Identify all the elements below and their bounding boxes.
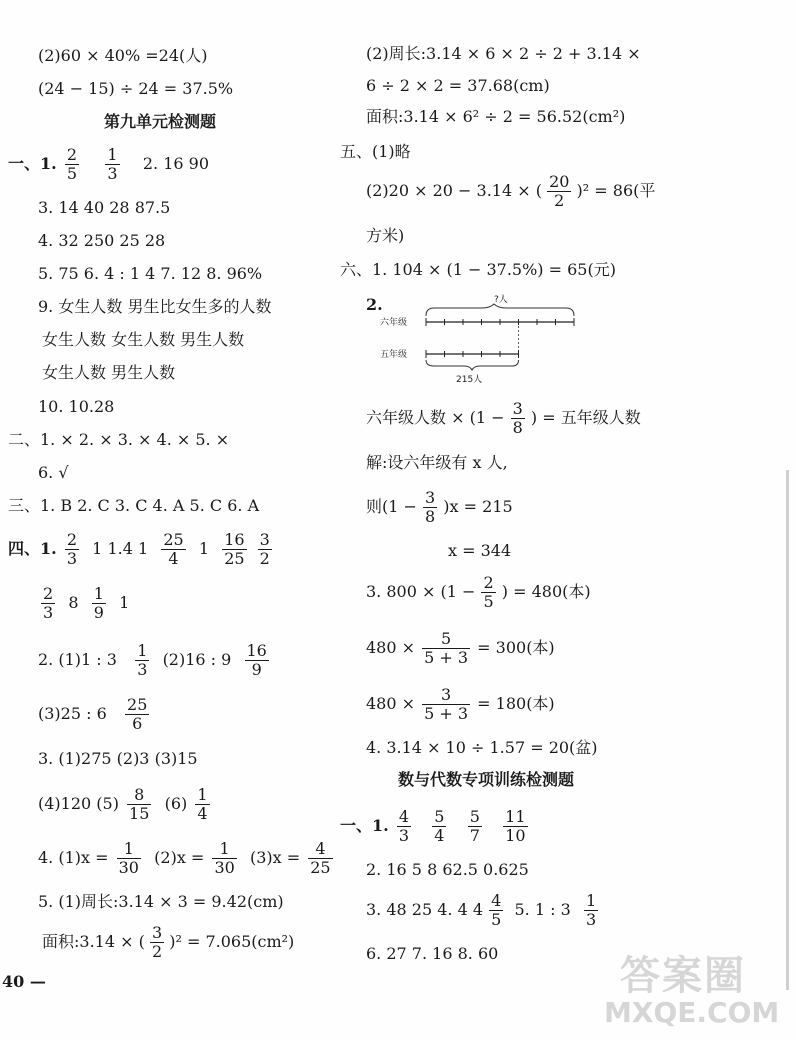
- answer-text: )x = 215: [443, 497, 513, 516]
- fraction: $\frac{1}{4}$: [197, 785, 208, 823]
- row2-label: 五年级: [380, 350, 408, 360]
- section-title: 数与代数专项训练检测题: [398, 770, 575, 789]
- fraction: $\frac{4}{3}$: [398, 807, 409, 845]
- answer-line: 6. √: [38, 463, 69, 482]
- answer-text: 5. 1 : 3: [514, 900, 571, 919]
- fraction: $\frac{2}{5}$: [483, 573, 494, 611]
- answer-line: 解:设六年级有 x 人,: [366, 453, 508, 472]
- answer-text: 3. 800 × (1 −: [366, 582, 476, 601]
- fraction: $\frac{1}{3}$: [585, 891, 597, 929]
- answer-line: 方米): [366, 226, 405, 245]
- answer-line: [366, 890, 601, 930]
- fraction: $\frac{20}{2}$: [549, 172, 570, 210]
- answer-line: 三、1. B 2. C 3. C 4. A 5. C 6. A: [8, 496, 260, 515]
- fraction: $\frac{1}{9}$: [93, 584, 104, 622]
- answer-line: 女生人数 女生人数 男生人数: [42, 330, 245, 349]
- answer-line: [366, 487, 513, 527]
- answer-text: (6): [164, 794, 188, 813]
- answer-line: [38, 838, 336, 878]
- row1-label: 六年级: [380, 318, 408, 328]
- answer-text: 4. (1)x =: [38, 848, 109, 867]
- fraction: $\frac{3}{2}$: [259, 530, 270, 568]
- fraction: $\frac{2}{3}$: [43, 584, 54, 622]
- fraction: $\frac{3}{2}$: [151, 923, 163, 961]
- answer-line: 2. 16 5 8 62.5 0.625: [366, 860, 529, 879]
- answer-line-q1: [8, 144, 209, 184]
- answer-text: 1 1.4 1: [92, 539, 149, 558]
- answer-line: 9. 女生人数 男生比女生多的人数: [38, 297, 272, 316]
- answer-line: [42, 922, 294, 962]
- fraction: $\frac{2}{3}$: [66, 530, 77, 568]
- fraction: $\frac{3}{8}$: [512, 399, 523, 437]
- answer-line: [340, 806, 531, 846]
- fraction: $\frac{5}{4}$: [434, 807, 445, 845]
- diagram-bottom-label: 215人: [456, 375, 483, 385]
- answer-line: [38, 583, 129, 623]
- section-title: 第九单元检测题: [104, 112, 217, 131]
- answer-line: 二、1. × 2. × 3. × 4. × 5. ×: [8, 430, 230, 449]
- answer-line: [38, 694, 152, 734]
- answer-text: 面积:3.14 × (: [42, 932, 145, 951]
- answer-text: (2)16 : 9: [162, 650, 232, 669]
- question-number: 四、1.: [8, 539, 57, 558]
- answer-text: 8: [68, 593, 79, 612]
- diagram-top-label: ?人: [494, 295, 508, 305]
- answer-text: = 300(本): [477, 638, 555, 657]
- answer-text: 1: [119, 593, 130, 612]
- fraction: $\frac{3}{8}$: [425, 488, 436, 526]
- answer-line: (2)周长:3.14 × 6 × 2 ÷ 2 + 3.14 ×: [366, 44, 641, 63]
- fraction: $\frac{11}{10}$: [505, 807, 526, 845]
- answer-text: 480 ×: [366, 638, 416, 657]
- answer-line: 4. 3.14 × 10 ÷ 1.57 = 20(盆): [366, 738, 598, 757]
- answer-text: 六年级人数 × (1 −: [366, 408, 505, 427]
- answer-line: [366, 628, 555, 668]
- fraction: $\frac{3}{5 + 3}$: [424, 685, 469, 723]
- answer-line: [366, 398, 641, 438]
- watermark-logo: 答案圈: [620, 953, 746, 999]
- answer-line: (24 − 15) ÷ 24 = 37.5%: [38, 79, 234, 98]
- answer-line: 6 ÷ 2 × 2 = 37.68(cm): [366, 76, 550, 95]
- answer-line: 3. (1)275 (2)3 (3)15: [38, 749, 198, 768]
- fraction: $\frac{1}{30}$: [214, 839, 235, 877]
- fraction: $\frac{16}{9}$: [246, 641, 267, 679]
- answer-line: x = 344: [448, 541, 512, 560]
- answer-text: 480 ×: [366, 694, 416, 713]
- answer-text: = 180(本): [477, 694, 555, 713]
- answer-text: 则(1 −: [366, 497, 417, 516]
- answer-text: (4)120 (5): [38, 794, 119, 813]
- brace-bottom: [426, 360, 519, 370]
- answer-line: 面积:3.14 × 6² ÷ 2 = 56.52(cm²): [366, 107, 626, 126]
- fraction: $\frac{1}{30}$: [118, 839, 139, 877]
- answer-text: 2. (1)1 : 3: [38, 650, 117, 669]
- fraction: $\frac{1}{3}$: [137, 641, 148, 679]
- question-number: 一、1.: [340, 816, 389, 835]
- answer-line: [366, 684, 555, 724]
- answer-line: 六、1. 104 × (1 − 37.5%) = 65(元): [340, 260, 616, 279]
- fraction: $\frac{2}{5}$: [66, 145, 77, 183]
- brace-top: [426, 304, 574, 316]
- page-number: 40 —: [2, 972, 46, 991]
- answer-line: 4. 32 250 25 28: [38, 231, 166, 250]
- answer-text: (2)20 × 20 − 3.14 × (: [366, 181, 542, 200]
- fraction: $\frac{4}{25}$: [310, 839, 331, 877]
- answer-line: 3. 14 40 28 87.5: [38, 198, 171, 217]
- page-edge-shadow: [786, 470, 789, 990]
- answer-text: )² = 7.065(cm²): [169, 932, 295, 951]
- answer-line: (2)60 × 40% =24(人): [38, 46, 208, 65]
- answer-line: 6. 27 7. 16 8. 60: [366, 944, 499, 963]
- answer-text: )² = 86(平: [576, 181, 656, 200]
- answer-text: 1: [198, 539, 210, 558]
- fraction: $\frac{5}{7}$: [469, 807, 480, 845]
- fraction: $\frac{4}{5}$: [491, 891, 502, 929]
- question-number: 一、1.: [8, 154, 57, 173]
- answer-line: [38, 640, 272, 680]
- answer-text: 3. 48 25 4. 4 4: [366, 900, 484, 919]
- fraction: $\frac{1}{3}$: [107, 145, 118, 183]
- answer-line: 10. 10.28: [38, 397, 115, 416]
- answer-line: [38, 784, 213, 824]
- answer-line: 5. (1)周长:3.14 × 3 = 9.42(cm): [38, 892, 284, 911]
- answer-text: (3)25 : 6: [38, 704, 107, 723]
- watermark-url: MXQE.COM: [604, 996, 780, 1029]
- answer-line: 五、(1)略: [340, 142, 411, 161]
- answer-line: 女生人数 男生人数: [42, 363, 176, 382]
- fraction: $\frac{16}{25}$: [224, 530, 245, 568]
- fraction: $\frac{25}{6}$: [127, 695, 148, 733]
- answer-line-q4: [8, 529, 275, 569]
- fraction: $\frac{25}{4}$: [163, 530, 184, 568]
- fraction: $\frac{8}{15}$: [129, 785, 150, 823]
- answer-text: ) = 五年级人数: [530, 408, 641, 427]
- answer-text: (3)x =: [249, 848, 301, 867]
- answer-line: [366, 171, 655, 211]
- answer-text: (2)x =: [154, 848, 205, 867]
- bar-model-diagram: [378, 290, 588, 386]
- answer-line: [366, 572, 591, 612]
- fraction: $\frac{5}{5 + 3}$: [424, 629, 469, 667]
- answer-text: 2. 16 90: [142, 154, 210, 173]
- answer-text: ) = 480(本): [501, 582, 591, 601]
- answer-line: 5. 75 6. 4 : 1 4 7. 12 8. 96%: [38, 264, 263, 283]
- question-number: 2.: [366, 295, 383, 314]
